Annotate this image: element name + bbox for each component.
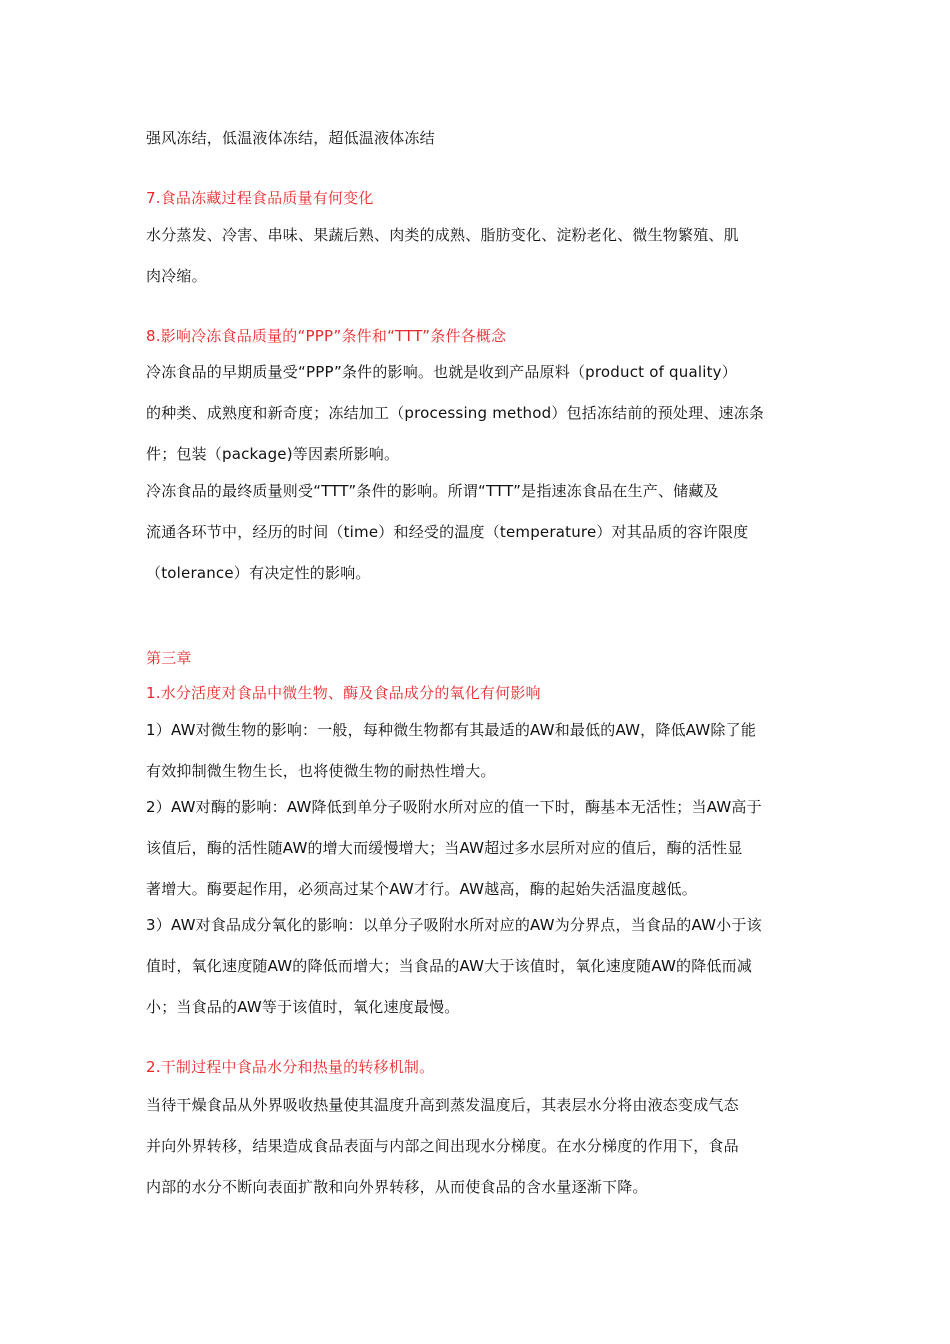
body-line: 小；当食品的AW等于该值时，氧化速度最慢。	[146, 998, 460, 1016]
question-heading: 7.食品冻藏过程食品质量有何变化	[146, 189, 374, 207]
body-line: 1）AW对微生物的影响：一般，每种微生物都有其最适的AW和最低的AW，降低AW除了能	[146, 721, 757, 739]
body-line: 当待干燥食品从外界吸收热量使其温度升高到蒸发温度后，其表层水分将由液态变成气态	[146, 1096, 739, 1114]
body-line: （tolerance）有决定性的影响。	[146, 564, 371, 582]
question-heading: 8.影响冷冻食品质量的“PPP”条件和“TTT”条件各概念	[146, 327, 507, 345]
body-line: 3）AW对食品成分氧化的影响：以单分子吸附水所对应的AW为分界点，当食品的AW小于该	[146, 916, 762, 934]
question-heading: 1.水分活度对食品中微生物、酶及食品成分的氧化有何影响	[146, 684, 541, 702]
body-line: 并向外界转移，结果造成食品表面与内部之间出现水分梯度。在水分梯度的作用下，食品	[146, 1137, 739, 1155]
body-line: 该值后，酶的活性随AW的增大而缓慢增大；当AW超过多水层所对应的值后，酶的活性显	[146, 839, 743, 857]
body-line: 2）AW对酶的影响：AW降低到单分子吸附水所对应的值一下时，酶基本无活性；当AW高于	[146, 798, 762, 816]
body-line: 的种类、成熟度和新奇度；冻结加工（processing method）包括冻结前的预处理、速冻条	[146, 404, 765, 422]
body-line: 内部的水分不断向表面扩散和向外界转移，从而使食品的含水量逐渐下降。	[146, 1178, 648, 1196]
body-line: 强风冻结，低温液体冻结，超低温液体冻结	[146, 129, 435, 147]
body-line: 著增大。酶要起作用，必须高过某个AW才行。AW越高，酶的起始失活温度越低。	[146, 880, 697, 898]
body-line: 有效抑制微生物生长，也将使微生物的耐热性增大。	[146, 762, 496, 780]
body-line: 值时，氧化速度随AW的降低而增大；当食品的AW大于该值时，氧化速度随AW的降低而减	[146, 957, 753, 975]
body-line: 流通各环节中，经历的时间（time）和经受的温度（temperature）对其品质的容许限度	[146, 523, 749, 541]
body-line: 冷冻食品的早期质量受“PPP”条件的影响。也就是收到产品原料（product of quality）	[146, 363, 737, 381]
body-line: 冷冻食品的最终质量则受“TTT”条件的影响。所谓“TTT”是指速冻食品在生产、储藏及	[146, 482, 719, 500]
chapter-heading: 第三章	[146, 649, 192, 667]
body-line: 水分蒸发、冷害、串味、果蔬后熟、肉类的成熟、脂肪变化、淀粉老化、微生物繁殖、肌	[146, 226, 739, 244]
body-line: 肉冷缩。	[146, 267, 207, 285]
body-line: 件；包装（package)等因素所影响。	[146, 445, 400, 463]
question-heading: 2.干制过程中食品水分和热量的转移机制。	[146, 1058, 435, 1076]
